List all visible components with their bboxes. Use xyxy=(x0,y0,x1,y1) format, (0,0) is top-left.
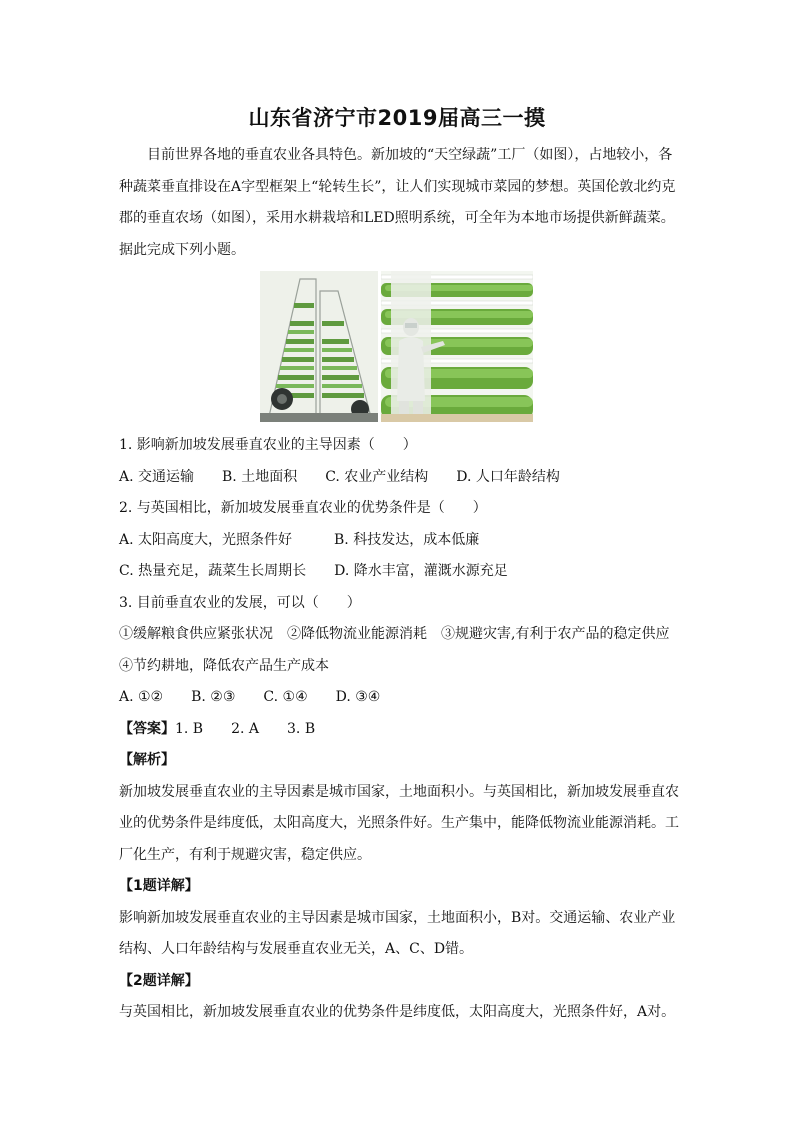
question-3-stem: 3. 目前垂直农业的发展，可以（ ） xyxy=(119,594,361,611)
detail-2-label: 【2题详解】 xyxy=(119,972,199,989)
question-2-options-cd: C. 热量充足，蔬菜生长周期长 D. 降水丰富，灌溉水源充足 xyxy=(119,563,508,579)
questions-and-solution xyxy=(119,430,685,1029)
answer-text: 1. B 2. A 3. B xyxy=(175,720,316,737)
question-3-options: A. ①② B. ②③ C. ①④ D. ③④ xyxy=(119,689,381,705)
analysis-line-2: 业的优势条件是纬度低，太阳高度大，光照条件好。生产集中，能降低物流业能源消耗。工 xyxy=(119,815,679,831)
a-frame-farm-illustration xyxy=(260,271,378,422)
detail-1-label: 【1题详解】 xyxy=(119,878,199,894)
analysis-line-1: 新加坡发展垂直农业的主导因素是城市国家，土地面积小。与英国相比，新加坡发展垂直农 xyxy=(119,783,679,800)
detail-1-line-2: 结构、人口年龄结构与发展垂直农业无关，A、C、D错。 xyxy=(119,941,474,957)
a-frame-vertical-farm-photo xyxy=(260,271,378,422)
figure-vertical-farms xyxy=(260,271,533,422)
hydroponic-farm-worker-photo xyxy=(381,271,533,422)
question-3-statements-1: ①缓解粮食供应紧张状况 ②降低物流业能源消耗 ③规避灾害,有利于农产品的稳定供应 xyxy=(119,626,670,642)
detail-2-line-1: 与英国相比，新加坡发展垂直农业的优势条件是纬度低，太阳高度大，光照条件好，A对。 xyxy=(119,1004,676,1020)
analysis-label: 【解析】 xyxy=(119,752,175,768)
answer-line xyxy=(119,714,685,746)
analysis-line-3: 厂化生产，有利于规避灾害，稳定供应。 xyxy=(119,846,371,863)
intro-text: 目前世界各地的垂直农业各具特色。新加坡的“天空绿蔬”工厂（如图），占地较小，各种蔬菜垂直排设在A字型框架上“轮转生长”，让人们实现城市菜园的梦想。英国伦敦北约克郡的垂直农场（如图），采用水耕栽培和LED照明系统，可全年为本地市场提供新鲜蔬菜。据此完成下列小题。 xyxy=(119,147,676,258)
question-3-statements-2: ④节约耕地，降低农产品生产成本 xyxy=(119,657,329,674)
intro-paragraph xyxy=(119,140,685,266)
question-1-stem: 1. 影响新加坡发展垂直农业的主导因素（ ） xyxy=(119,437,417,453)
question-2-stem: 2. 与英国相比，新加坡发展垂直农业的优势条件是（ ） xyxy=(119,500,487,516)
answer-label: 【答案】 xyxy=(119,720,175,737)
question-2-options-ab: A. 太阳高度大，光照条件好 B. 科技发达，成本低廉 xyxy=(119,531,480,548)
detail-1-line-1: 影响新加坡发展垂直农业的主导因素是城市国家，土地面积小，B对。交通运输、农业产业 xyxy=(119,909,676,926)
hydroponic-farm-illustration xyxy=(381,271,533,422)
page-title: 山东省济宁市2019届高三一摸 xyxy=(248,106,546,130)
question-1-options: A. 交通运输 B. 土地面积 C. 农业产业结构 D. 人口年龄结构 xyxy=(119,468,560,485)
